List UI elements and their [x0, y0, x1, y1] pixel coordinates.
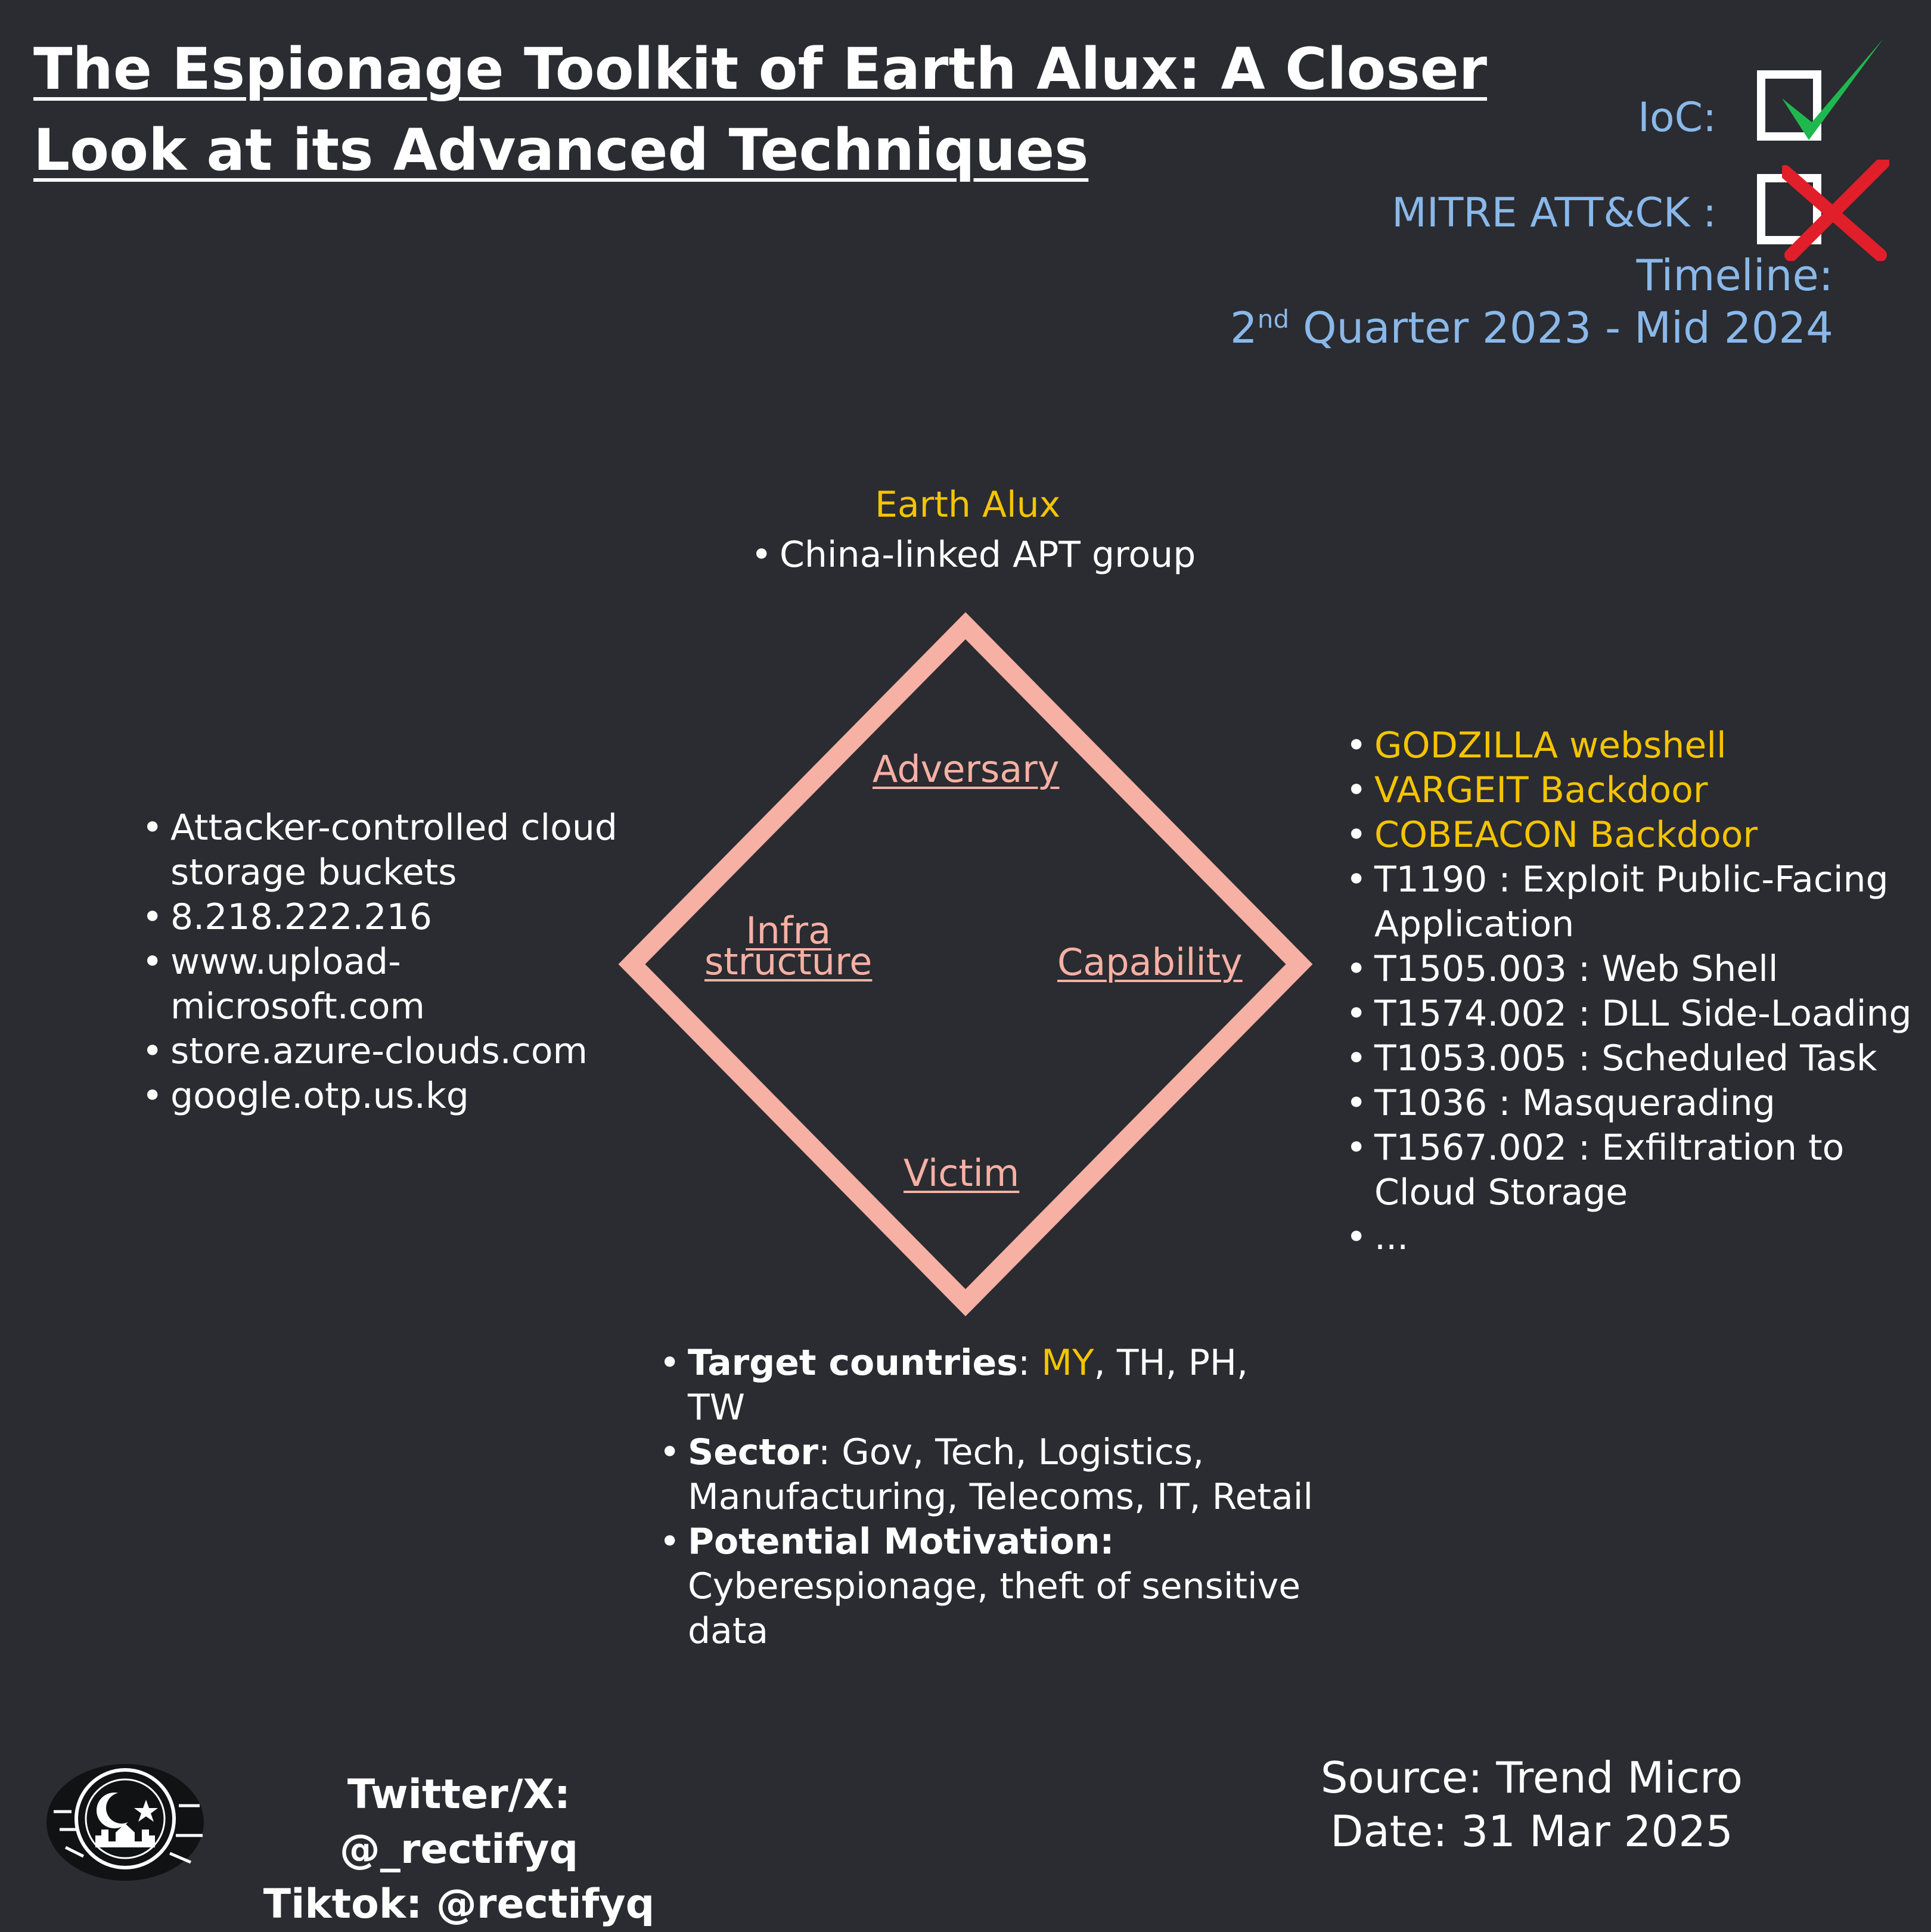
infrastructure-item: • google.otp.us.kg: [142, 1074, 619, 1119]
victim-countries: • Target countries: MY, TH, PH, TW: [659, 1341, 1315, 1430]
crescent-star-logo-icon: [42, 1752, 215, 1889]
victim-list: [659, 1341, 1315, 1654]
victim-motivation-label: Potential Motivation:: [688, 1521, 1114, 1563]
mitre-label: MITRE ATT&CK :: [1392, 190, 1716, 237]
capability-technique: • T1036 : Masquerading: [1346, 1081, 1912, 1126]
social-handles: [226, 1768, 691, 1932]
timeline-label: Timeline:: [1636, 250, 1833, 300]
date-text: Date: 31 Mar 2025: [1330, 1806, 1733, 1856]
vertex-infrastructure: [704, 909, 873, 983]
title-line-2: Look at its Advanced Techniques: [33, 117, 1089, 184]
capability-technique: • T1505.003 : Web Shell: [1346, 947, 1912, 992]
victim-sector: [659, 1430, 1315, 1520]
victim-motivation: [659, 1520, 1315, 1654]
vertex-infra-line-2: structure: [704, 940, 873, 983]
infrastructure-item: • Attacker-controlled cloud storage buckets: [142, 806, 619, 895]
source-block: [1263, 1751, 1800, 1858]
victim-countries-label: Target countries: [688, 1342, 1018, 1384]
victim-country-highlight: MY: [1041, 1342, 1094, 1384]
vertex-infra-line-1: Infra: [746, 909, 831, 952]
source-text: Source: Trend Micro: [1320, 1753, 1743, 1803]
capability-tool: • GODZILLA webshell: [1346, 723, 1912, 768]
victim-countries-rest: , TH, PH, TW: [688, 1342, 1249, 1428]
capability-technique: • T1567.002 : Exfiltration to Cloud Storage: [1346, 1126, 1863, 1215]
capability-tool: • COBEACON Backdoor: [1346, 813, 1912, 858]
vertex-victim: Victim: [904, 1151, 1020, 1195]
tiktok-handle[interactable]: Tiktok: @rectifyq: [263, 1881, 655, 1928]
twitter-handle[interactable]: Twitter/X: @_rectifyq: [339, 1771, 579, 1873]
vertex-capability: Capability: [1057, 940, 1243, 984]
infrastructure-list: [142, 806, 619, 1119]
timeline-prefix: 2: [1230, 303, 1258, 353]
ioc-label: IoC:: [1637, 94, 1716, 141]
infrastructure-item: • 8.218.222.216: [142, 895, 619, 940]
victim-sector-value: : Gov, Tech, Logistics, Manufacturing, Telecoms, IT, Retail: [688, 1431, 1314, 1518]
vertex-adversary: Adversary: [873, 747, 1060, 791]
capability-technique: • ...: [1346, 1215, 1912, 1260]
capability-technique: • T1053.005 : Scheduled Task: [1346, 1036, 1912, 1081]
capability-tool: • VARGEIT Backdoor: [1346, 768, 1912, 813]
capability-list: [1346, 723, 1912, 1260]
timeline-sup: nd: [1257, 305, 1290, 334]
victim-motivation-value: Cyberespionage, theft of sensitive data: [688, 1566, 1301, 1652]
adversary-detail: • China-linked APT group: [751, 533, 1196, 577]
infrastructure-item: • store.azure-clouds.com: [142, 1029, 619, 1074]
timeline-rest: Quarter 2023 - Mid 2024: [1289, 303, 1833, 353]
infrastructure-item: • www.upload-microsoft.com: [142, 940, 421, 1029]
capability-technique: • T1574.002 : DLL Side-Loading: [1346, 992, 1912, 1036]
adversary-name: Earth Alux: [875, 484, 1061, 526]
victim-sector-label: Sector: [688, 1431, 818, 1473]
title-line-1: The Espionage Toolkit of Earth Alux: A Closer: [33, 36, 1488, 102]
capability-technique: • T1190 : Exploit Public-Facing Application: [1346, 858, 1905, 947]
